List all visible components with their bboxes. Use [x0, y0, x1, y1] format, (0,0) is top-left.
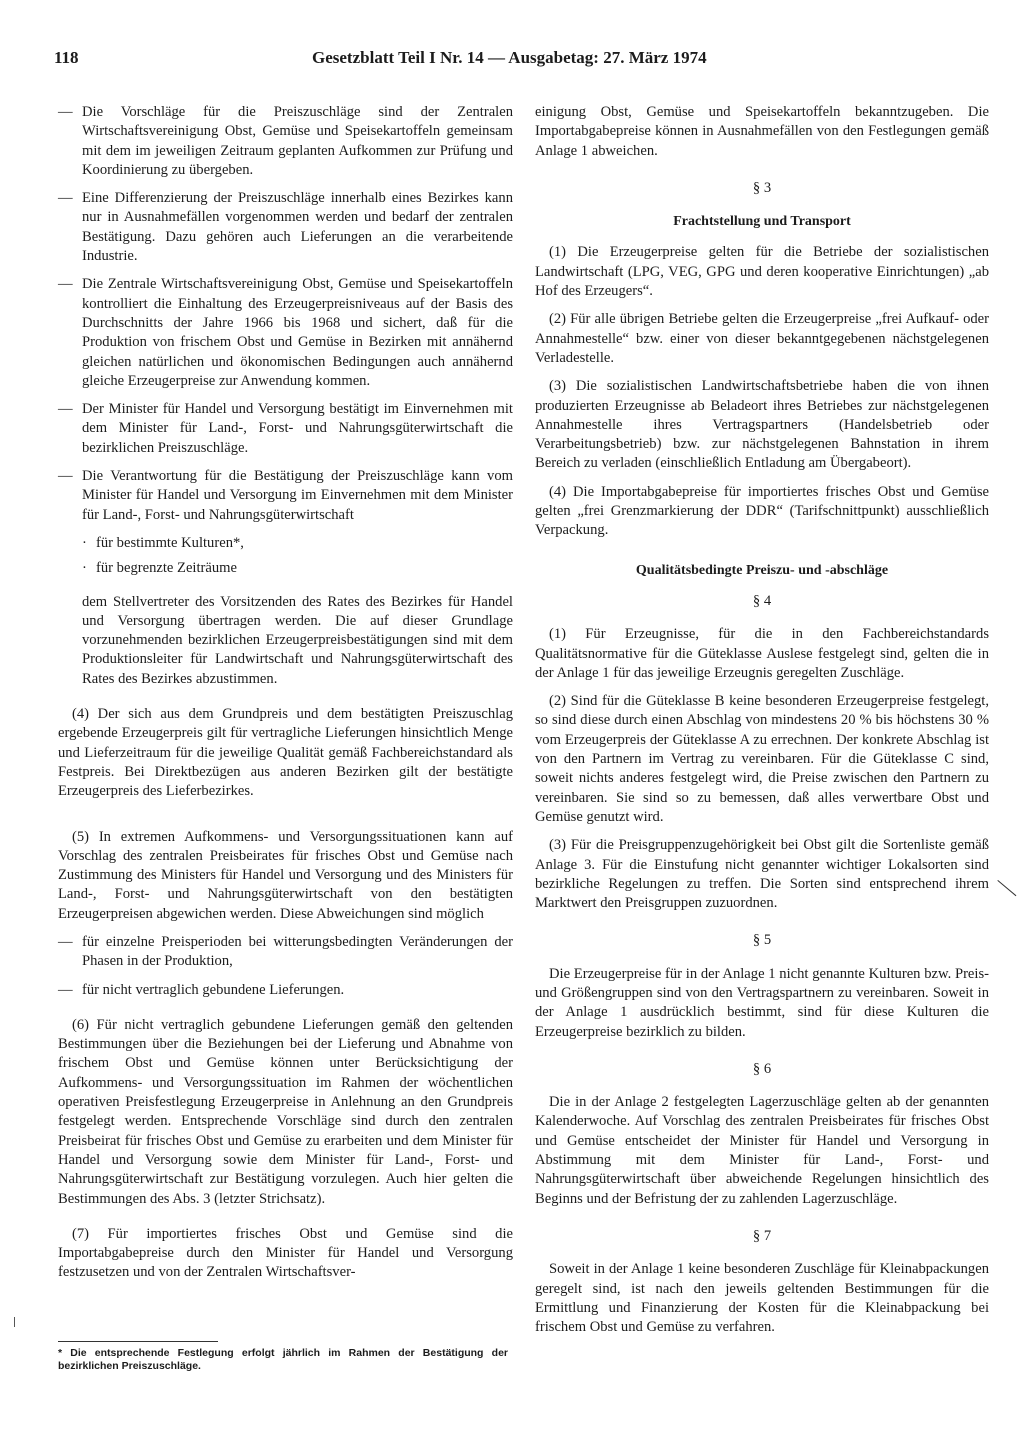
section-number: § 5: [752, 932, 772, 949]
dash-item: — Der Minister für Handel und Versorgung bestätigt im Einvernehmen mit dem Minister für Land-, Forst- und Nahrungsgüterwirtschaft die bezirklichen Preiszuschläge.: [58, 401, 513, 456]
margin-mark: [14, 1317, 15, 1327]
dash-item: — Die Vorschläge für die Preiszuschläge sind der Zentralen Wirtschaftsvereinigung Obst, Gemüse und Speisekartoffeln gemeinsam mit dem im jeweiligen Zeitraum geplanten Aufkommen zur Prüfung und Koordinierung zu übergeben.: [58, 104, 513, 178]
page-number: 118: [54, 48, 79, 67]
section-heading: Qualitätsbedingte Preiszu- und -abschläge: [635, 562, 889, 578]
gazette-title: Gesetzblatt Teil I Nr. 14 — Ausgabetag: 27. März 1974: [312, 48, 707, 67]
paragraph: Die Erzeugerpreise für in der Anlage 1 nicht genannte Kulturen bzw. Preis- und Größengruppen sind von den Vertragspartnern zu vereinbaren. Soweit in der Anlage 1 ausdrücklich bestimmt, sind für diese Kulturen die Erzeugerpreise bezirklich zu bilden.: [535, 965, 989, 1040]
section-number: § 4: [752, 592, 772, 609]
dash-item: — Die Zentrale Wirtschaftsvereinigung Obst, Gemüse und Speisekartoffeln kontrolliert die Einhaltung des Erzeugerpreisniveaus auf der Basis des Durchschnitts der Jahre 1966 bis 1968 und sichert, daß für die Produktion von frischem Obst und Gemüse in Bezirken mit annähernd gleichen natürlichen und ökonomischen Bedingungen auch annähernd gleiche Erzeugerpreise zur Anwendung kommen.: [58, 276, 513, 389]
section-heading: Frachtstellung und Transport: [673, 214, 851, 230]
paragraph: (7) Für importiertes frisches Obst und Gemüse sind die Importabgabepreise durch den Minister für Handel und Versorgung festzusetzen und von der Zentralen Wirtschaftsver-: [58, 1225, 513, 1281]
section-number: § 6: [752, 1060, 772, 1077]
paragraph: (3) Die sozialistischen Landwirtschaftsbetriebe haben die von ihnen produzierten Erzeugnisse ab Beladeort ihres Betriebes zur nächstgelegenen Annahmestelle ihres Vertragspartners (Handelsbetrieb oder Verarbeitungsbetrieb) bzw. zur nächstgelegenen Bahnstation in ihrem Bereich zu verladen (einschließlich Entladung am Übergabeort).: [535, 378, 989, 472]
paragraph: (1) Für Erzeugnisse, für die in den Fachbereichstandards Qualitätsnormative für die Güteklasse Auslese festgelegt sind, gelten die in der Anlage 1 für das jeweilige Erzeugnis geregelten Zuschläge.: [535, 626, 989, 681]
dash-item: — für nicht vertraglich gebundene Lieferungen.: [58, 981, 345, 998]
dash-item: — Eine Differenzierung der Preiszuschläge innerhalb eines Bezirkes kann nur in Ausnahmefällen vorgenommen werden und bedarf der zentralen Bestätigung. Dazu gehören auch Lieferungen an die verarbeitende Industrie.: [58, 190, 513, 265]
bullet-item: · für bestimmte Kulturen*,: [82, 534, 244, 551]
paragraph: (3) Für die Preisgruppenzugehörigkeit bei Obst gilt die Sortenliste gemäß Anlage 3. Für die Einstufung nicht genannter wichtiger Lokalsorten sind bezirkliche Regelungen zu treffen. Die Sorten sind entsprechend ihrem Marktwert den Preisgruppen zuzuordnen.: [535, 837, 989, 912]
bullet-item: · für begrenzte Zeiträume: [82, 560, 237, 577]
paragraph: (2) Für alle übrigen Betriebe gelten die Erzeugerpreise „frei Aufkauf- oder Annahmestelle“ bzw. einer von dieser bekanntgegebenen nächstgelegenen Verladestelle.: [535, 311, 989, 366]
margin-mark: [997, 880, 1016, 896]
paragraph: (6) Für nicht vertraglich gebundene Lieferungen gemäß den geltenden Bestimmungen über die Beziehungen bei der Lieferung und Abnahme von frischem Obst und Gemüse können unter Berücksichtigung der Aufkommens- und Versorgungssituation im Rahmen der wöchentlichen operativen Preisfestlegung Erzeugerpreise in Anlehnung an den Grundpreis festgelegt werden. Entsprechende Vorschläge sind durch den zentralen Preisbeirat für frisches Obst und Gemüse zu erarbeiten und dem Minister für Handel und Versorgung sowie dem Minister für Land-, Forst- und Nahrungsgüterwirtschaft zur Bestätigung vorzulegen. Auch hier gelten die Bestimmungen des Abs. 3 (letzter Strichsatz).: [58, 1016, 513, 1207]
page-header: [54, 48, 754, 78]
paragraph: (2) Sind für die Güteklasse B keine besonderen Erzeugerpreise festgelegt, so sind diese durch einen Abschlag von mindestens 20 % bis höchstens 30 % vom Erzeugerpreis der Güteklasse A zu errechnen. Der konkrete Abschlag ist von den Partnern im Vertrag zu vereinbaren. Für die Güteklasse C sind, soweit nichts anderes festgelegt wird, die Preise zwischen den Partnern zu vereinbaren. Sie sind so zu bemessen, daß alles verwertbare Obst und Gemüse genutzt wird.: [535, 693, 989, 825]
paragraph: (4) Der sich aus dem Grundpreis und dem bestätigten Preiszuschlag ergebende Erzeugerpreis gilt für vertragliche Lieferungen hinsichtlich Menge und Lieferzeitraum für die jeweilige Qualität gemäß Fachbereichstandard als Festpreis. Bei Direktbezügen aus anderen Bezirken gilt der bestätigte Erzeugerpreis des Lieferbezirkes.: [58, 706, 513, 800]
footnote: * Die entsprechende Festlegung erfolgt jährlich im Rahmen der Bestätigung der bezirklichen Preiszuschläge.: [58, 1347, 508, 1372]
paragraph: Soweit in der Anlage 1 keine besonderen Zuschläge für Kleinabpackungen geregelt sind, ist nach den jeweils geltenden Bestimmungen für die Ermittlung und Finanzierung der Kosten für die Kleinabpackung bei frischem Obst und Gemüse zu verfahren.: [535, 1261, 989, 1336]
left-column: [58, 103, 513, 1292]
paragraph: (5) In extremen Aufkommens- und Versorgungssituationen kann auf Vorschlag des zentralen Preisbeirates für frisches Obst und Gemüse nach Zustimmung des Ministers für Handel und Versorgung und des Ministers für Land-, Forst- und Nahrungsgüterwirtschaft von den bestätigten Erzeugerpreisen abgewichen werden. Diese Abweichungen sind möglich: [58, 828, 513, 922]
paragraph: Die in der Anlage 2 festgelegten Lagerzuschläge gelten ab der genannten Kalenderwoche. Auf Vorschlag des zentralen Preisbeirates für frisches Obst und Gemüse entscheidet der Minister für Handel und Versorgung in Abstimmung mit dem Minister für Land-, Forst- und Nahrungsgüterwirtschaft über abweichende Regelungen hinsichtlich des Beginns und der Befristung der zu zahlenden Lagerzuschläge.: [535, 1094, 989, 1207]
paragraph: (1) Die Erzeugerpreise gelten für die Betriebe der sozialistischen Landwirtschaft (LPG, VEG, GPG und deren kooperative Einrichtungen) „ab Hof des Erzeugers“.: [535, 244, 989, 300]
paragraph: (4) Die Importabgabepreise für importiertes frisches Obst und Gemüse gelten „frei Grenzmarkierung der DDR“ (Tarifschnittpunkt) ausschließlich Verpackung.: [535, 483, 989, 539]
paragraph: einigung Obst, Gemüse und Speisekartoffeln bekanntzugeben. Die Importabgabepreise können in Ausnahmefällen von den Festlegungen gemäß Anlage 1 abweichen.: [535, 104, 989, 159]
paragraph: dem Stellvertreter des Vorsitzenden des Rates des Bezirkes für Handel und Versorgung übertragen werden. Die auf dieser Grundlage vorzunehmenden bezirklichen Erzeugerpreisbestätigungen sind mit dem Produktionsleiter für Landwirtschaft und Nahrungsgüterwirtschaft des Rates des Bezirkes abzustimmen.: [82, 593, 513, 687]
right-column: [535, 103, 989, 1346]
section-number: § 3: [752, 179, 772, 196]
section-number: § 7: [752, 1227, 772, 1244]
dash-item: — für einzelne Preisperioden bei witterungsbedingten Veränderungen der Phasen in der Produktion,: [58, 933, 513, 970]
dash-item: — Die Verantwortung für die Bestätigung der Preiszuschläge kann vom Minister für Handel und Versorgung im Einvernehmen mit dem Minister für Land-, Forst- und Nahrungsgüterwirtschaft: [58, 468, 513, 523]
footnote-rule: [58, 1341, 218, 1342]
